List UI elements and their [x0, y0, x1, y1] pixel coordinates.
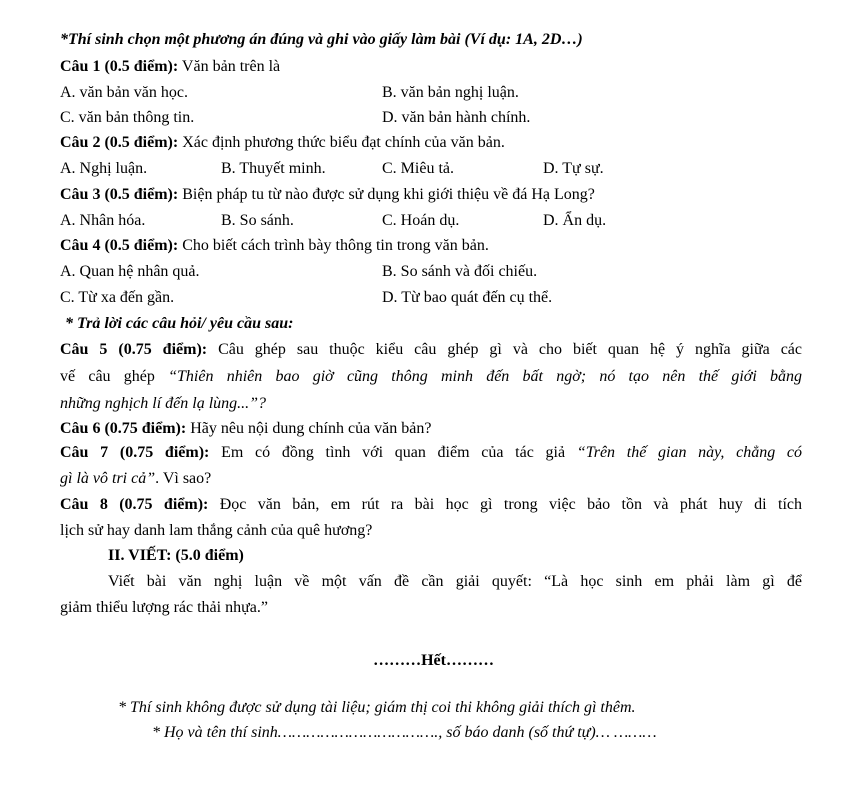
- question-8-label: Câu 8 (0.75 điểm):: [60, 496, 209, 513]
- question-5-line-2: [60, 367, 802, 387]
- question-6: [60, 419, 431, 439]
- question-2-option-b: B. Thuyết minh.: [221, 160, 326, 177]
- question-5-quote: “Thiên nhiên bao giờ cũng thông minh đến bất ngờ; nó tạo nên thế giới bằng: [168, 368, 803, 385]
- question-7-quote: “Trên thế gian này, chẳng có: [576, 444, 803, 461]
- question-3-option-b: B. So sánh.: [221, 212, 294, 229]
- question-4-option-d: D. Từ bao quát đến cụ thể.: [382, 289, 553, 306]
- question-7-quote-end: gì là vô tri cả”: [60, 470, 156, 487]
- question-3-option-a: A. Nhân hóa.: [60, 212, 146, 229]
- end-mark: ………Hết………: [373, 652, 494, 669]
- question-4-label: Câu 4 (0.5 điểm):: [60, 237, 179, 254]
- question-4-text: Cho biết cách trình bày thông tin trong văn bản.: [178, 237, 489, 254]
- question-4-option-b: B. So sánh và đối chiếu.: [382, 263, 538, 280]
- candidate-info-line: * Họ và tên thí sinh……………………………., số báo danh (số thứ tự)… ………: [152, 724, 657, 741]
- question-1-option-a: A. văn bản văn học.: [60, 84, 188, 101]
- question-1-label: Câu 1 (0.5 điểm):: [60, 58, 179, 75]
- question-1-option-d: D. văn bản hành chính.: [382, 109, 531, 126]
- question-8-text: Đọc văn bản, em rút ra bài học gì trong việc bảo tồn và phát huy di tích: [208, 496, 802, 513]
- question-2: [60, 133, 505, 153]
- question-8-line-2: lịch sử hay danh lam thắng cảnh của quê hương?: [60, 522, 373, 539]
- question-7-line-2: [60, 469, 211, 489]
- question-3: [60, 185, 595, 205]
- question-4: [60, 236, 489, 256]
- question-1-text: Văn bản trên là: [178, 58, 281, 75]
- question-3-option-d: D. Ẩn dụ.: [543, 212, 607, 229]
- question-3-label: Câu 3 (0.5 điểm):: [60, 186, 179, 203]
- question-2-text: Xác định phương thức biểu đạt chính của văn bản.: [178, 134, 505, 151]
- instruction-text: *Thí sinh chọn một phương án đúng và ghi vào giấy làm bài (Ví dụ: 1A, 2D…): [60, 31, 583, 48]
- question-4-option-c: C. Từ xa đến gần.: [60, 289, 175, 306]
- question-5-quote-end: những nghịch lí đến lạ lùng...”?: [60, 395, 267, 412]
- question-7-line-1: [60, 443, 802, 463]
- question-1: [60, 57, 280, 77]
- question-2-option-c: C. Miêu tả.: [382, 160, 454, 177]
- question-6-text: Hãy nêu nội dung chính của văn bản?: [186, 420, 432, 437]
- question-6-label: Câu 6 (0.75 điểm):: [60, 420, 187, 437]
- answer-section-heading: * Trả lời các câu hỏi/ yêu cầu sau:: [65, 315, 294, 332]
- writing-prompt-line-2: giảm thiểu lượng rác thải nhựa.”: [60, 599, 268, 616]
- footer-note: * Thí sinh không được sử dụng tài liệu; giám thị coi thi không giải thích gì thêm.: [118, 699, 636, 716]
- question-7-text: Em có đồng tình với quan điểm của tác giả: [209, 444, 577, 461]
- question-1-option-c: C. văn bản thông tin.: [60, 109, 195, 126]
- question-7-why: . Vì sao?: [155, 470, 212, 487]
- writing-section-heading: II. VIẾT: (5.0 điểm): [108, 547, 244, 564]
- question-4-option-a: A. Quan hệ nhân quả.: [60, 263, 200, 280]
- question-5-text: Câu ghép sau thuộc kiểu câu ghép gì và cho biết quan hệ ý nghĩa giữa các: [207, 341, 803, 358]
- question-8-line-1: [60, 495, 802, 515]
- question-2-label: Câu 2 (0.5 điểm):: [60, 134, 179, 151]
- question-3-text: Biện pháp tu từ nào được sử dụng khi giới thiệu về đá Hạ Long?: [178, 186, 595, 203]
- question-5-label: Câu 5 (0.75 điểm):: [60, 341, 208, 358]
- question-1-option-b: B. văn bản nghị luận.: [382, 84, 519, 101]
- question-3-option-c: C. Hoán dụ.: [382, 212, 460, 229]
- question-5-text-2: vế câu ghép: [60, 368, 169, 385]
- question-2-option-a: A. Nghị luận.: [60, 160, 148, 177]
- question-2-option-d: D. Tự sự.: [543, 160, 604, 177]
- question-7-label: Câu 7 (0.75 điểm):: [60, 444, 210, 461]
- writing-prompt-line-1: Viết bài văn nghị luận về một vấn đề cần giải quyết: “Là học sinh em phải làm gì để: [108, 573, 802, 590]
- question-5-line-1: [60, 340, 802, 360]
